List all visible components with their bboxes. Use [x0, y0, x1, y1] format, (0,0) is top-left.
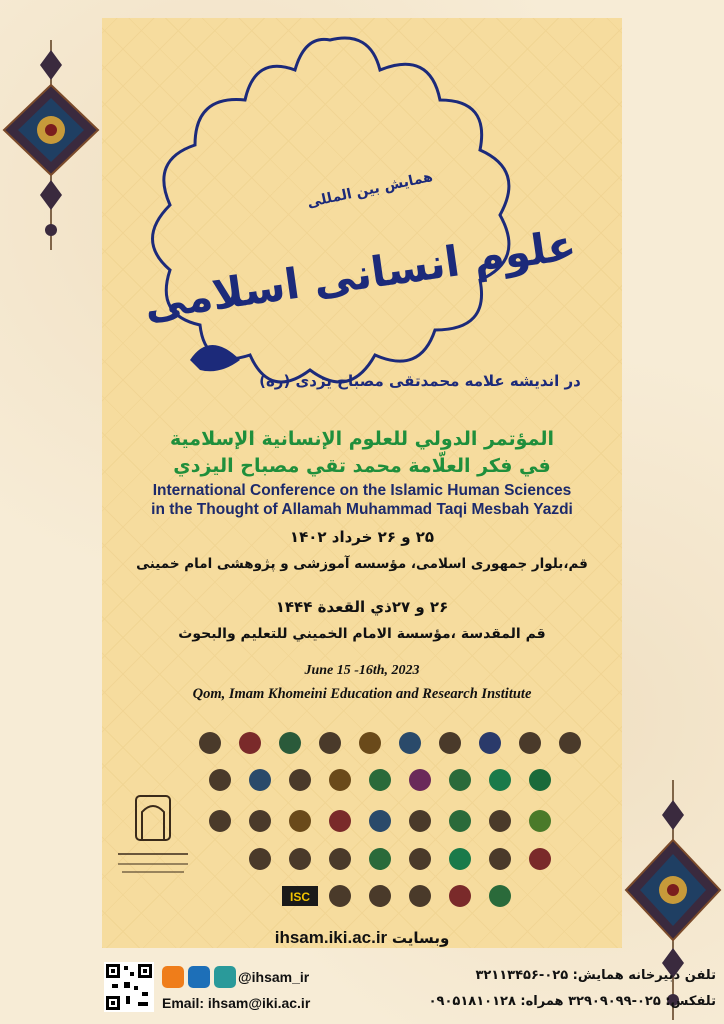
- email-address[interactable]: Email: ihsam@iki.ac.ir: [162, 995, 311, 1011]
- right-ornament-icon: [622, 780, 724, 1020]
- english-venue: Qom, Imam Khomeini Education and Research Institute: [192, 686, 532, 702]
- soroush-icon[interactable]: [188, 966, 210, 988]
- english-title-line2: in the Thought of Allamah Muhammad Taqi Mesbah Yazdi: [151, 501, 573, 518]
- website-url[interactable]: ihsam.iki.ac.ir: [274, 928, 388, 947]
- eitaa-icon[interactable]: [162, 966, 184, 988]
- persian-venue: قم،بلوار جمهوری اسلامی، مؤسسه آموزشی و پژوهشی امام خمینی: [136, 556, 588, 572]
- arabic-date: ۲۶ و ۲۷ذي القعدة ۱۴۴۴: [275, 598, 449, 616]
- arabic-title-line1: المؤتمر الدولي للعلوم الإنسانية الإسلامية: [170, 428, 554, 450]
- website-label: وبسایت: [391, 929, 450, 947]
- isc-label: ISC: [289, 890, 310, 904]
- secretariat-phone: تلفن دبیرخانه همایش: ۰۲۵-۳۲۱۱۳۴۵۶: [475, 968, 716, 983]
- bale-icon[interactable]: [214, 966, 236, 988]
- social-handle[interactable]: @ihsam_ir: [238, 969, 310, 985]
- sponsor-logos-grid-icon: [190, 728, 600, 918]
- institute-emblem-icon: [112, 790, 194, 882]
- qr-code-icon[interactable]: [104, 962, 154, 1012]
- english-date: June 15 -16th, 2023: [304, 663, 420, 678]
- left-ornament-icon: [0, 40, 102, 250]
- website-link[interactable]: [102, 928, 622, 948]
- logo-header-text: همایش بین المللی: [305, 168, 435, 212]
- english-title-line1: International Conference on the Islamic Human Sciences: [152, 482, 572, 499]
- logo-main-text: علوم انسانی اسلامی: [141, 219, 579, 330]
- logo-sub-text: در اندیشه علامه محمدتقی مصباح یزدی (ره): [259, 372, 581, 390]
- fax-mobile-phone: تلفکس: ۰۲۵-۳۲۹۰۹۰۹۹ همراه: ۰۹۰۵۱۸۱۰۱۲۸: [428, 994, 716, 1009]
- arabic-venue: قم المقدسة ،مؤسسة الامام الخميني للتعليم والبحوث: [178, 626, 546, 642]
- conference-logo-icon: [130, 30, 530, 430]
- arabic-title-line2: في فكر العلّامة محمد تقي مصباح اليزدي: [173, 455, 551, 477]
- persian-date: ۲۵ و ۲۶ خرداد ۱۴۰۲: [289, 528, 435, 546]
- sponsor-logos: [190, 728, 600, 922]
